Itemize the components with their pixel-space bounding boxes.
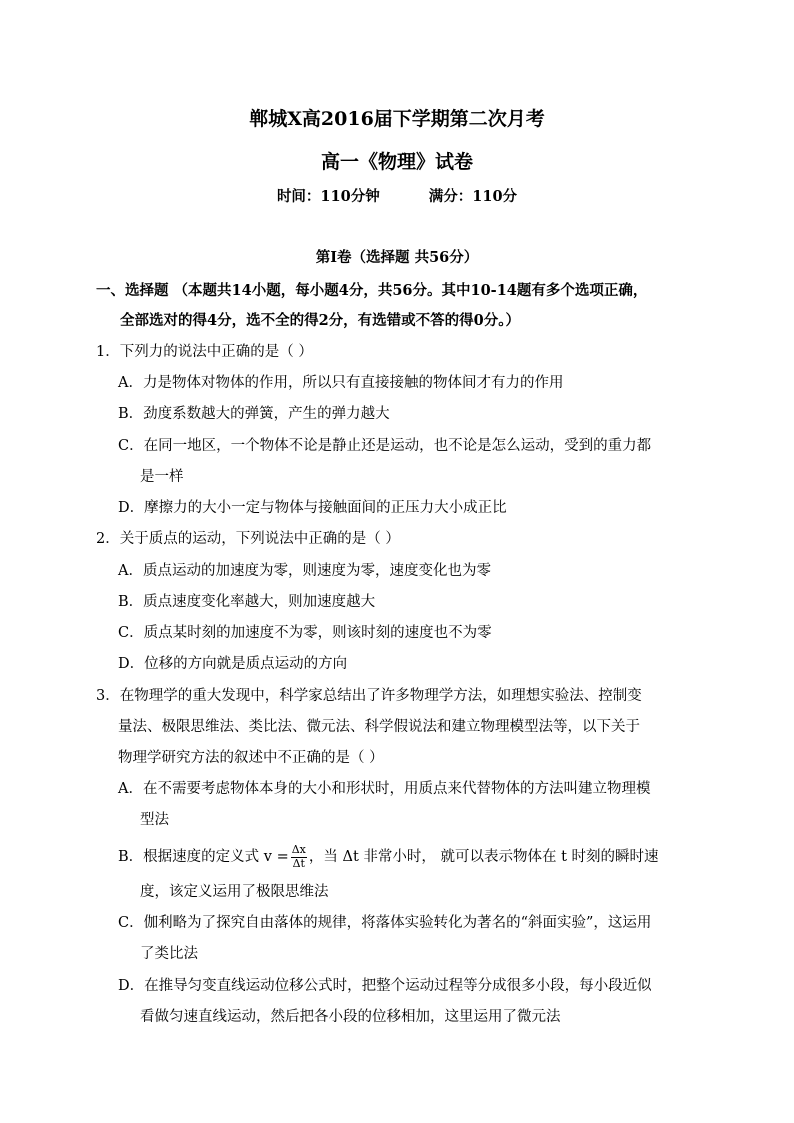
question-3-option-d: D．在推导匀变直线运动位移公式时，把整个运动过程等分成很多小段，每小段近似	[118, 978, 652, 994]
question-2-option-c: C．质点某时刻的加速度不为零，则该时刻的速度也不为零	[118, 625, 492, 641]
section-heading-cont: 全部选对的得4分，选不全的得2分，有选错或不答的得0分。）	[120, 312, 521, 329]
question-1-option-c: C．在同一地区，一个物体不论是静止还是运动，也不论是怎么运动，受到的重力都	[118, 438, 652, 454]
question-3-option-c-cont: 了类比法	[140, 946, 198, 962]
question-3-option-d-cont: 看做匀速直线运动，然后把各小段的位移相加，这里运用了微元法	[140, 1009, 561, 1025]
fraction-numerator: Δx	[291, 843, 306, 856]
exam-meta	[0, 185, 794, 206]
part-title: 第I卷（选择题 共56分）	[315, 249, 479, 266]
question-3-stem: 3．在物理学的重大发现中，科学家总结出了许多物理学方法，如理想实验法、控制变	[96, 688, 642, 704]
question-1-option-c-cont: 是一样	[140, 469, 184, 485]
option-b-prefix: B．根据速度的定义式 v =	[118, 849, 289, 866]
question-3-option-b	[118, 844, 659, 870]
question-3-option-c: C．伽利略为了探究自由落体的规律，将落体实验转化为著名的“斜面实验”，这运用	[118, 915, 652, 931]
fraction-denominator: Δt	[292, 856, 305, 870]
question-1-stem: 1．下列力的说法中正确的是（ ）	[96, 344, 313, 360]
question-3-stem-cont: 量法、极限思维法、类比法、微元法、科学假说法和建立物理模型法等，以下关于	[118, 719, 640, 735]
question-1-option-a: A．力是物体对物体的作用，所以只有直接接触的物体间才有力的作用	[118, 375, 564, 391]
exam-title: 郸城X高2016届下学期第二次月考	[249, 108, 545, 130]
question-2-option-d: D．位移的方向就是质点运动的方向	[118, 656, 348, 672]
question-3-option-a-cont: 型法	[140, 812, 169, 828]
question-1-option-d: D．摩擦力的大小一定与物体与接触面间的正压力大小成正比	[118, 500, 507, 516]
velocity-fraction	[291, 844, 307, 870]
question-2-option-a: A．质点运动的加速度为零，则速度为零，速度变化也为零	[118, 563, 491, 579]
question-2-option-b: B．质点速度变化率越大，则加速度越大	[118, 594, 376, 610]
section-heading: 一、选择题 （本题共14小题，每小题4分，共56分。其中10-14题有多个选项正确，	[96, 282, 648, 299]
question-3-stem-cont-2: 物理学研究方法的叙述中不正确的是（ ）	[118, 750, 384, 766]
question-1-option-b: B．劲度系数越大的弹簧，产生的弹力越大	[118, 406, 390, 422]
exam-score: 满分：110分	[428, 188, 518, 205]
question-3-option-a: A．在不需要考虑物体本身的大小和形状时，用质点来代替物体的方法叫建立物理模	[118, 781, 651, 797]
question-3-option-b-cont: 度，该定义运用了极限思维法	[140, 884, 329, 900]
exam-time: 时间：110分钟	[276, 188, 380, 205]
question-2-stem: 2．关于质点的运动，下列说法中正确的是（ ）	[96, 531, 400, 547]
option-b-suffix: ，当 Δt 非常小时， 就可以表示物体在 t 时刻的瞬时速	[308, 849, 659, 866]
exam-subtitle: 高一《物理》试卷	[320, 151, 473, 173]
